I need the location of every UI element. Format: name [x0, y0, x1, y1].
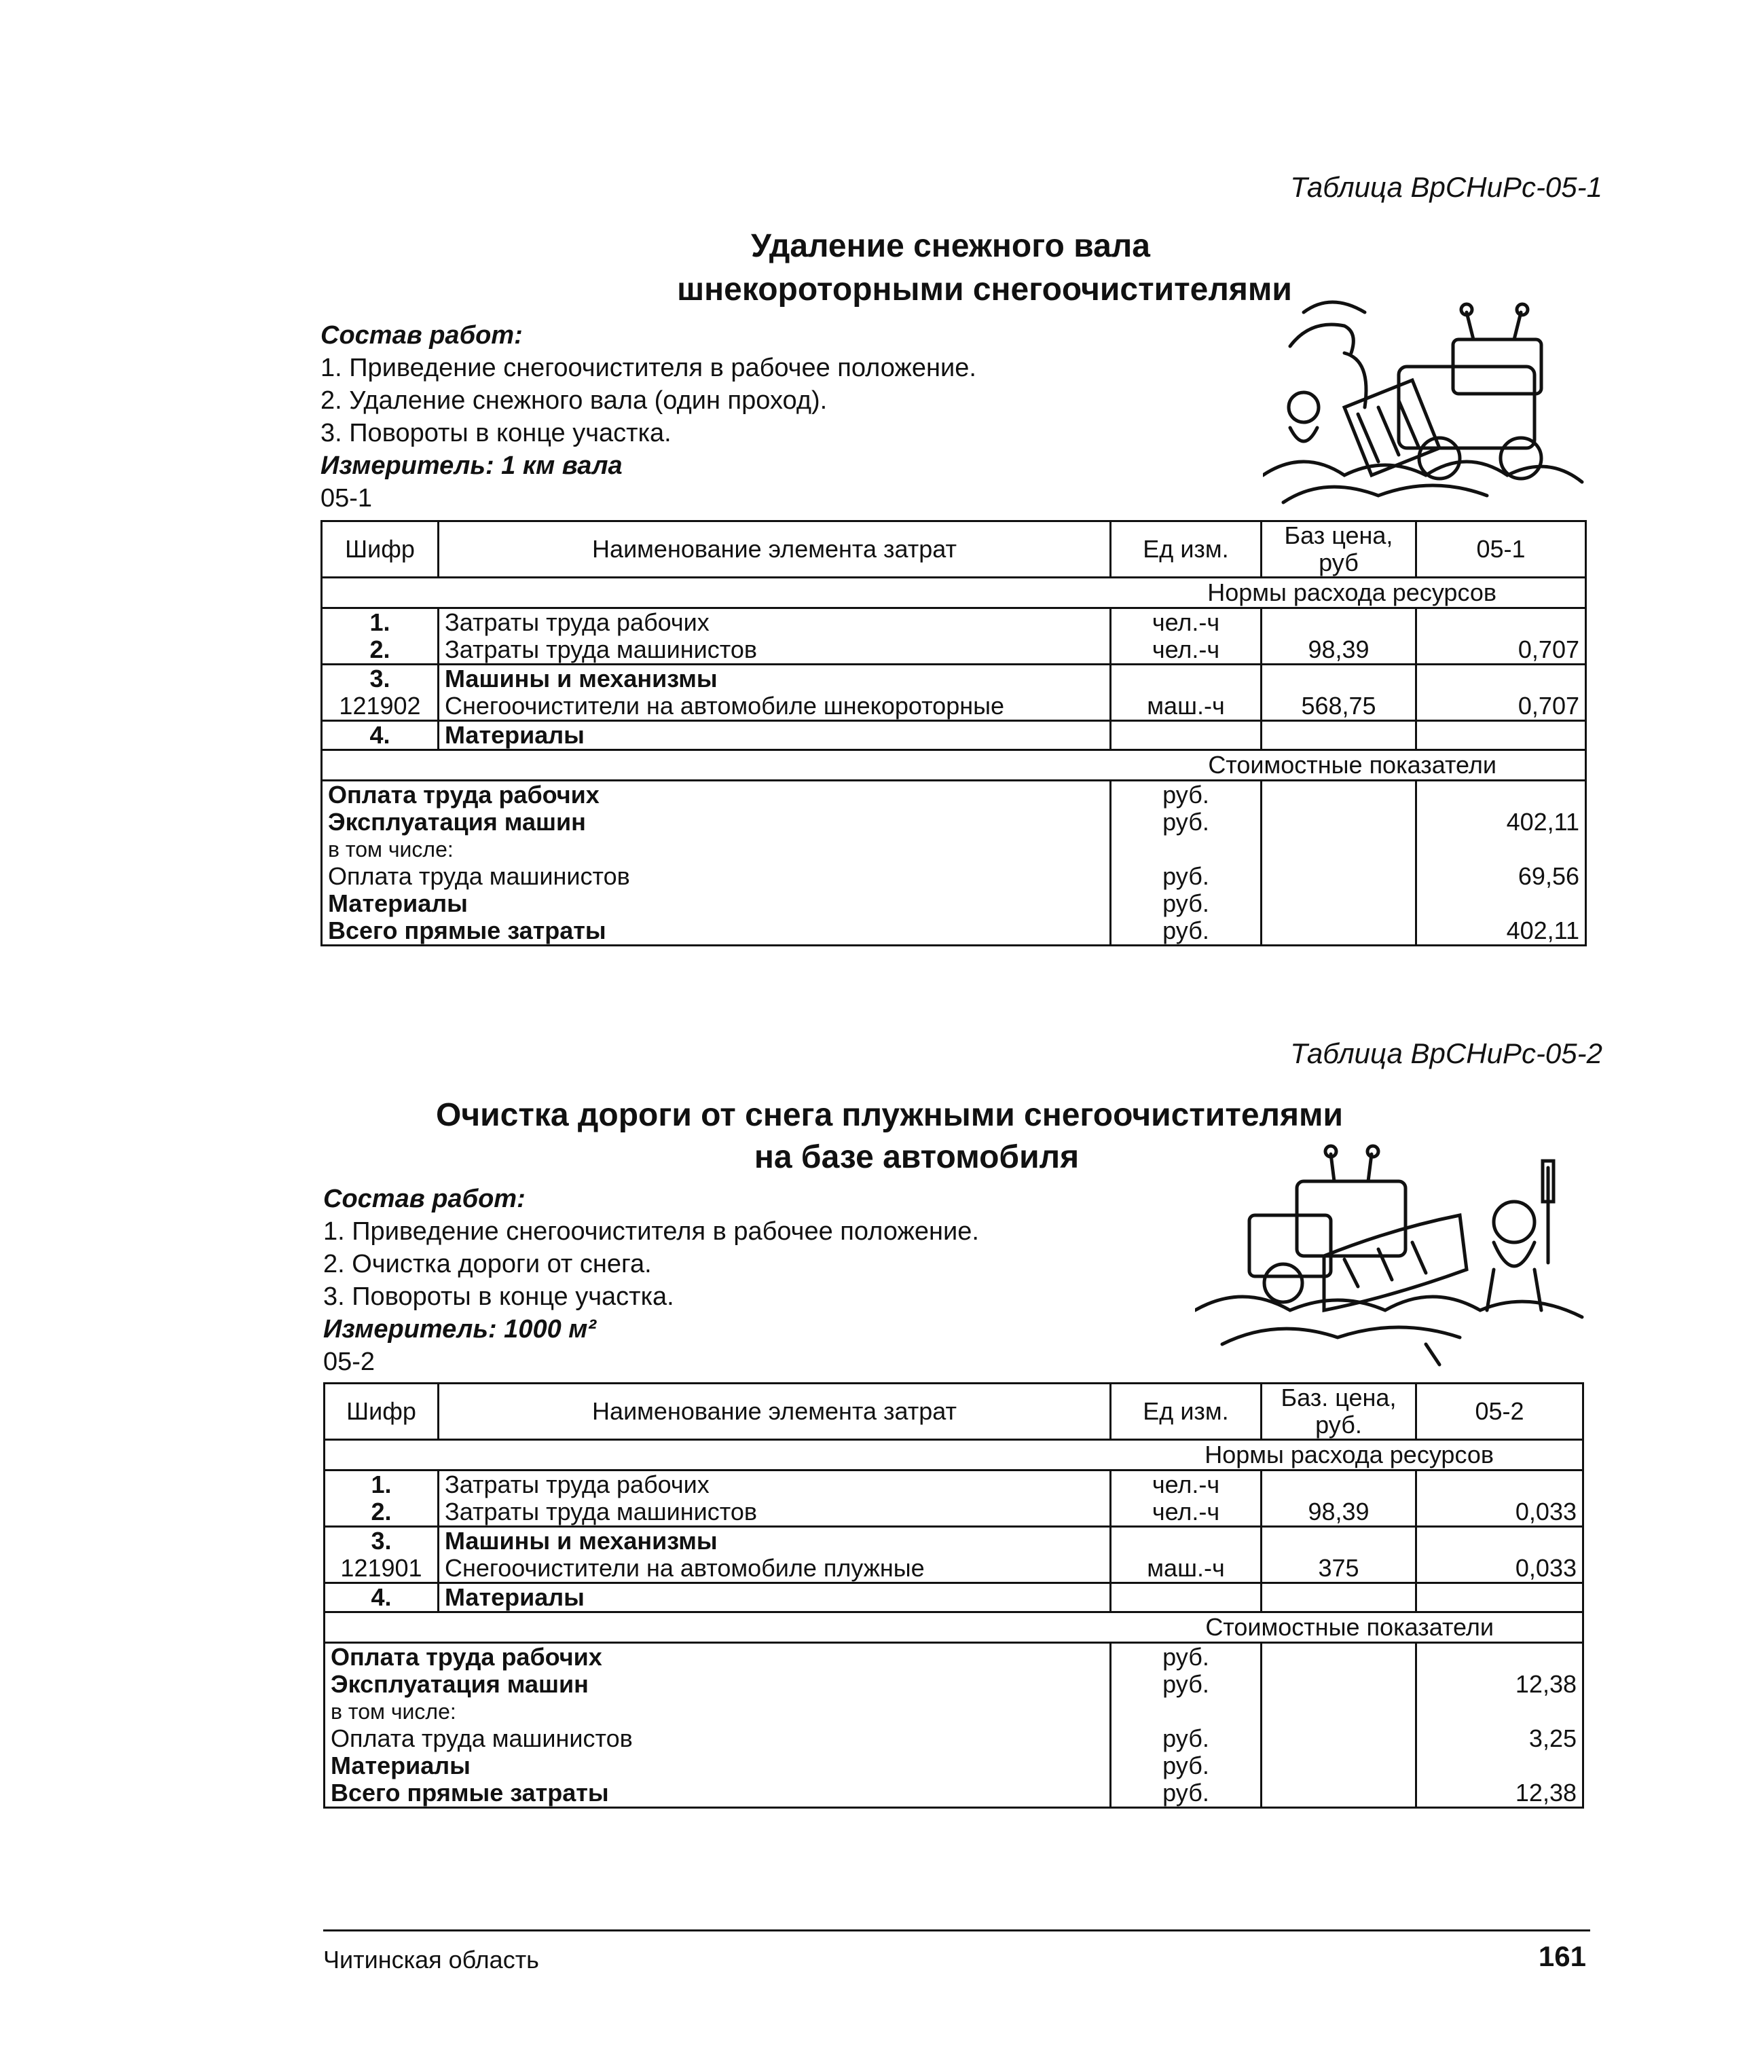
- row-code: 4.: [322, 721, 439, 750]
- table-label: Таблица ВрСНиРс-05-2: [1290, 1037, 1602, 1069]
- section-norms-label: Нормы расхода ресурсов: [322, 578, 1586, 608]
- header-value: 05-1: [1416, 521, 1586, 578]
- rotary-snowplow-illustration: [1263, 292, 1589, 516]
- footer-divider: [323, 1929, 1590, 1931]
- cost-unit: руб.: [1111, 1779, 1262, 1808]
- cost-unit: [1111, 1698, 1262, 1725]
- row-price: 98,39: [1262, 636, 1416, 665]
- cost-row: [325, 1725, 1583, 1752]
- cost-name: Оплата труда машинистов: [322, 863, 1111, 890]
- row-name: Снегоочистители на автомобиле плужные: [439, 1555, 1111, 1583]
- work-description: [323, 1183, 1206, 1378]
- cost-unit: руб.: [1111, 863, 1262, 890]
- table-code: 05-1: [320, 484, 373, 513]
- table-row: [325, 1555, 1583, 1583]
- cost-unit: руб.: [1111, 1643, 1262, 1671]
- cost-name: Оплата труда машинистов: [325, 1725, 1111, 1752]
- cost-unit: [1111, 836, 1262, 863]
- cost-value: [1416, 1643, 1583, 1671]
- row-price: [1262, 1527, 1416, 1555]
- work-item: 3. Повороты в конце участка.: [320, 419, 672, 447]
- cost-value: 3,25: [1416, 1725, 1583, 1752]
- cost-value: [1416, 836, 1586, 863]
- row-price: 568,75: [1262, 692, 1416, 721]
- row-code: 121902: [322, 692, 439, 721]
- resources-table: [323, 1382, 1584, 1809]
- cost-row: [325, 1698, 1583, 1725]
- work-item: 2. Очистка дороги от снега.: [323, 1250, 652, 1278]
- cost-value: [1416, 1752, 1583, 1779]
- row-name: Затраты труда машинистов: [439, 636, 1111, 665]
- section-title-line2: на базе автомобиля: [754, 1139, 1080, 1175]
- cost-name: Всего прямые затраты: [322, 917, 1111, 946]
- cost-name: Оплата труда рабочих: [322, 781, 1111, 809]
- section-costs-row: [325, 1612, 1583, 1643]
- cost-value: 12,38: [1416, 1779, 1583, 1808]
- row-unit: маш.-ч: [1111, 1555, 1262, 1583]
- table-row: [325, 1583, 1583, 1612]
- section-norms-row: [322, 578, 1586, 608]
- header-unit: Ед изм.: [1111, 521, 1262, 578]
- row-price: [1262, 721, 1416, 750]
- row-unit: маш.-ч: [1111, 692, 1262, 721]
- section-costs-label: Стоимостные показатели: [322, 750, 1586, 781]
- row-unit: [1111, 665, 1262, 693]
- cost-name: Материалы: [322, 890, 1111, 917]
- row-code: 2.: [325, 1498, 439, 1527]
- cost-unit: руб.: [1111, 1752, 1262, 1779]
- cost-value: 402,11: [1416, 917, 1586, 946]
- cost-name: Всего прямые затраты: [325, 1779, 1111, 1808]
- section-title-line2: шнекороторными снегоочистителями: [677, 272, 1292, 308]
- cost-row: [322, 917, 1586, 946]
- cost-unit: руб.: [1111, 781, 1262, 809]
- work-heading: Состав работ:: [320, 321, 523, 350]
- resources-table: [320, 520, 1587, 946]
- row-price: [1262, 1583, 1416, 1612]
- cost-unit: руб.: [1111, 1725, 1262, 1752]
- row-value: [1416, 721, 1586, 750]
- row-name: Материалы: [439, 1583, 1111, 1612]
- section-title-line1: Очистка дороги от снега плужными снегоочистителями: [435, 1097, 1344, 1133]
- table-row: [322, 608, 1586, 637]
- cost-unit: руб.: [1111, 890, 1262, 917]
- table-row: [322, 636, 1586, 665]
- section-costs-row: [322, 750, 1586, 781]
- measure-unit: Измеритель: 1000 м²: [323, 1315, 597, 1344]
- cost-row: [322, 781, 1586, 809]
- row-value: 0,707: [1416, 636, 1586, 665]
- row-value: [1416, 1527, 1583, 1555]
- row-unit: [1111, 1527, 1262, 1555]
- cost-value: 12,38: [1416, 1671, 1583, 1698]
- header-price: Баз. цена, руб.: [1262, 1384, 1416, 1440]
- cost-row: [322, 863, 1586, 890]
- header-code: Шифр: [325, 1384, 439, 1440]
- row-price: [1262, 665, 1416, 693]
- row-unit: [1111, 721, 1262, 750]
- cost-value: 69,56: [1416, 863, 1586, 890]
- row-code: 1.: [322, 608, 439, 637]
- cost-value: 402,11: [1416, 809, 1586, 836]
- row-unit: чел.-ч: [1111, 1498, 1262, 1527]
- cost-name: в том числе:: [325, 1698, 1111, 1725]
- plow-truck-illustration: [1195, 1141, 1589, 1371]
- table-row: [322, 692, 1586, 721]
- header-name: Наименование элемента затрат: [439, 1384, 1111, 1440]
- row-value: [1416, 1470, 1583, 1499]
- cost-row: [325, 1779, 1583, 1808]
- row-name: Затраты труда машинистов: [439, 1498, 1111, 1527]
- cost-row: [325, 1671, 1583, 1698]
- cost-unit: руб.: [1111, 917, 1262, 946]
- header-value: 05-2: [1416, 1384, 1583, 1440]
- row-unit: [1111, 1583, 1262, 1612]
- cost-row: [322, 809, 1586, 836]
- cost-name: Материалы: [325, 1752, 1111, 1779]
- cost-row: [325, 1752, 1583, 1779]
- cost-value: [1416, 781, 1586, 809]
- row-name: Снегоочистители на автомобиле шнекороторные: [439, 692, 1111, 721]
- table-label: Таблица ВрСНиРс-05-1: [1290, 171, 1602, 203]
- work-item: 1. Приведение снегоочистителя в рабочее положение.: [320, 354, 976, 382]
- cost-name: в том числе:: [322, 836, 1111, 863]
- row-name: Машины и механизмы: [439, 1527, 1111, 1555]
- section-norms-label: Нормы расхода ресурсов: [325, 1440, 1583, 1470]
- cost-row: [322, 836, 1586, 863]
- row-name: Машины и механизмы: [439, 665, 1111, 693]
- work-item: 2. Удаление снежного вала (один проход).: [320, 386, 828, 415]
- row-price: 375: [1262, 1555, 1416, 1583]
- cost-name: Эксплуатация машин: [325, 1671, 1111, 1698]
- row-unit: чел.-ч: [1111, 636, 1262, 665]
- table-row: [325, 1470, 1583, 1499]
- table-header-row: [325, 1384, 1583, 1440]
- row-name: Материалы: [439, 721, 1111, 750]
- table-row: [322, 665, 1586, 693]
- footer-region: Читинская область: [323, 1946, 539, 1974]
- table-row: [325, 1498, 1583, 1527]
- header-unit: Ед изм.: [1111, 1384, 1262, 1440]
- cost-row: [322, 890, 1586, 917]
- header-code: Шифр: [322, 521, 439, 578]
- table-row: [325, 1527, 1583, 1555]
- cost-unit: руб.: [1111, 1671, 1262, 1698]
- row-price: [1262, 1470, 1416, 1499]
- table-row: [322, 721, 1586, 750]
- row-price: 98,39: [1262, 1498, 1416, 1527]
- section-title-line1: Удаление снежного вала: [751, 228, 1150, 264]
- measure-unit: Измеритель: 1 км вала: [320, 451, 623, 480]
- work-item: 3. Повороты в конце участка.: [323, 1282, 674, 1311]
- cost-value: [1416, 890, 1586, 917]
- row-code: 2.: [322, 636, 439, 665]
- cost-unit: руб.: [1111, 809, 1262, 836]
- work-heading: Состав работ:: [323, 1185, 526, 1213]
- table-header-row: [322, 521, 1586, 578]
- row-name: Затраты труда рабочих: [439, 1470, 1111, 1499]
- work-item: 1. Приведение снегоочистителя в рабочее положение.: [323, 1217, 979, 1246]
- section-norms-row: [325, 1440, 1583, 1470]
- row-value: [1416, 665, 1586, 693]
- cost-name: Оплата труда рабочих: [325, 1643, 1111, 1671]
- row-value: 0,033: [1416, 1555, 1583, 1583]
- table-code: 05-2: [323, 1348, 375, 1376]
- row-code: 3.: [325, 1527, 439, 1555]
- section-costs-label: Стоимостные показатели: [325, 1612, 1583, 1643]
- page-number: 161: [1538, 1940, 1586, 1972]
- work-description: [320, 319, 1203, 515]
- row-unit: чел.-ч: [1111, 1470, 1262, 1499]
- row-code: 3.: [322, 665, 439, 693]
- row-code: 4.: [325, 1583, 439, 1612]
- header-price: Баз цена, руб: [1262, 521, 1416, 578]
- cost-row: [325, 1643, 1583, 1671]
- cost-value: [1416, 1698, 1583, 1725]
- row-code: 1.: [325, 1470, 439, 1499]
- row-code: 121901: [325, 1555, 439, 1583]
- row-price: [1262, 608, 1416, 637]
- row-value: 0,707: [1416, 692, 1586, 721]
- cost-name: Эксплуатация машин: [322, 809, 1111, 836]
- row-name: Затраты труда рабочих: [439, 608, 1111, 637]
- row-unit: чел.-ч: [1111, 608, 1262, 637]
- row-value: [1416, 608, 1586, 637]
- header-name: Наименование элемента затрат: [439, 521, 1111, 578]
- row-value: [1416, 1583, 1583, 1612]
- row-value: 0,033: [1416, 1498, 1583, 1527]
